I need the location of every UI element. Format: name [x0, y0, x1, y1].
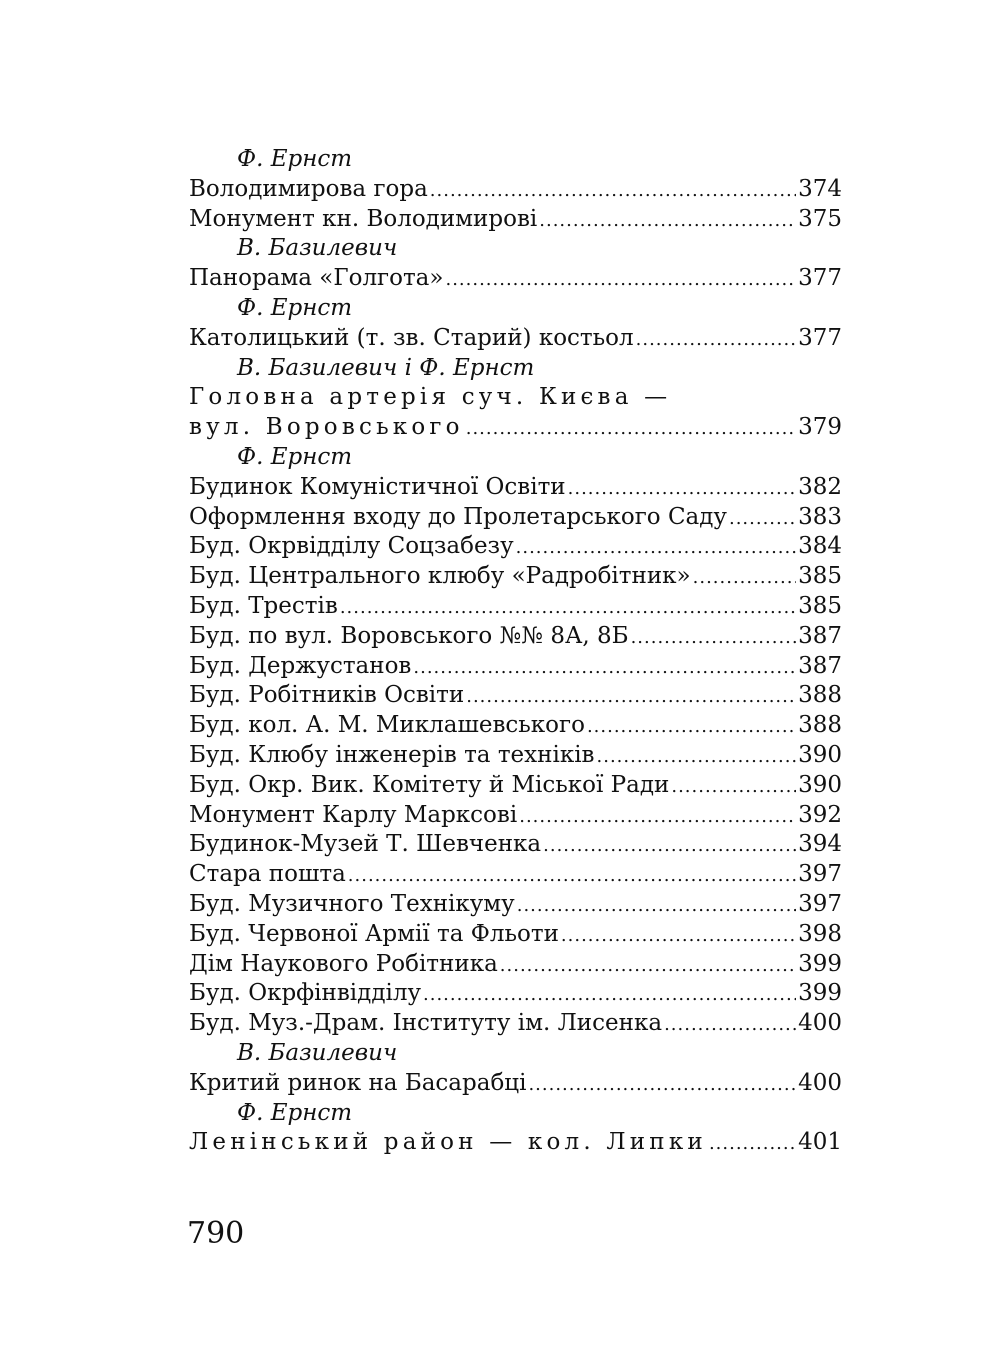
toc-entry-page: 388 [798, 712, 842, 739]
toc-entry [189, 860, 842, 890]
toc-entry-page: 399 [798, 980, 842, 1007]
toc-entry-page: 385 [798, 563, 842, 590]
toc-entry-title: Буд. Музичного Технікуму [189, 890, 515, 917]
toc-entry-page: 390 [798, 741, 842, 768]
toc-entry [189, 622, 842, 652]
toc-entry [189, 950, 842, 980]
dot-leader [445, 265, 796, 295]
toc-entry-title: Буд. Муз.-Драм. Інституту ім. Лисенка [189, 1010, 663, 1037]
dot-leader [340, 593, 796, 623]
dot-leader [693, 563, 796, 593]
toc-entry-title: Будинок Комуністичної Освіти [189, 473, 566, 500]
dot-leader [597, 742, 797, 772]
toc-entry-title: Буд. Окрфінвідділу [189, 980, 421, 1007]
toc-entry-title: Буд. Робітників Освіти [189, 682, 465, 709]
toc-entry-page: 392 [798, 801, 842, 828]
toc-entry-title: Буд. Червоної Армії та Фльоти [189, 920, 559, 947]
toc-author: В. Базилевич [237, 235, 398, 262]
toc-entry-page: 377 [798, 324, 842, 351]
toc-entry-title: Оформлення входу до Пролетарського Саду [189, 503, 727, 530]
toc-entry-page: 377 [798, 265, 842, 292]
toc-entry [189, 801, 842, 831]
toc-author: Ф. Ернст [237, 146, 353, 172]
dot-leader [543, 831, 796, 861]
toc-entry [189, 1069, 842, 1099]
toc-entry-title: Критий ринок на Басарабці [189, 1069, 527, 1096]
dot-leader [729, 504, 796, 534]
toc-entry-title: Буд. Центрального клюбу «Радробітник» [189, 563, 691, 590]
toc-entry-page: 383 [798, 503, 842, 530]
toc-entry-page: 388 [798, 682, 842, 709]
dot-leader [636, 325, 796, 355]
dot-leader [528, 1070, 796, 1100]
dot-leader [671, 772, 796, 802]
toc-entry-page: 399 [798, 950, 842, 977]
toc-entry-title: Буд. по вул. Воровського №№ 8А, 8Б [189, 622, 629, 649]
dot-leader [539, 206, 796, 236]
dot-leader [568, 474, 796, 504]
toc-entry-page: 387 [798, 622, 842, 649]
dot-leader [664, 1010, 796, 1040]
dot-leader [516, 533, 796, 563]
dot-leader [413, 653, 796, 683]
toc-entry-title: Буд. Окр. Вик. Комітету й Міської Ради [189, 771, 670, 798]
toc-entry-title: Монумент Карлу Марксові [189, 801, 518, 828]
toc-entry-page: 397 [798, 890, 842, 917]
toc-entry [189, 771, 842, 801]
toc-entry-title: вул. Воровського [189, 414, 464, 441]
dot-leader [430, 176, 796, 206]
toc-entry-page: 375 [798, 205, 842, 232]
toc-author: Ф. Ернст [237, 294, 353, 321]
dot-leader [500, 951, 796, 981]
toc-entry [189, 473, 842, 503]
toc-entry [189, 920, 842, 950]
toc-entry [189, 1009, 842, 1039]
page-number: 790 [187, 1216, 245, 1251]
toc-entry-title: Головна артерія суч. Києва — [189, 384, 672, 411]
toc-entry [189, 711, 842, 741]
toc-entry-title: Дім Наукового Робітника [189, 950, 498, 977]
dot-leader [709, 1129, 796, 1159]
toc-entry [189, 681, 842, 711]
toc-entry [189, 503, 842, 533]
toc-entry [189, 175, 842, 205]
dot-leader [466, 682, 796, 712]
toc-entry-title: Буд. Трестів [189, 592, 338, 619]
dot-leader [561, 921, 796, 951]
toc-entry-title: Панорама «Голгота» [189, 265, 444, 292]
toc-entry-page: 400 [798, 1069, 842, 1096]
toc-entry-line [189, 383, 842, 413]
toc-author: В. Базилевич [237, 1039, 398, 1066]
toc-entry-page: 397 [798, 861, 842, 888]
toc-entry-title: Католицький (т. зв. Старий) костьол [189, 324, 634, 351]
toc-entry-page: 390 [798, 771, 842, 798]
toc-entry-title: Ленінський район — кол. Липки [189, 1129, 707, 1156]
toc-entry-page: 382 [798, 473, 842, 500]
dot-leader [519, 802, 796, 832]
toc-entry [189, 830, 842, 860]
dot-leader [466, 414, 796, 444]
toc-author: Ф. Ернст [237, 443, 353, 470]
toc-entry-title: Буд. кол. А. М. Миклашевського [189, 712, 585, 739]
toc-author: В. Базилевич і Ф. Ернст [237, 354, 535, 381]
toc-entry [189, 532, 842, 562]
dot-leader [423, 980, 796, 1010]
toc-entry [189, 1128, 842, 1158]
toc-entry [189, 652, 842, 682]
toc-entry [189, 979, 842, 1009]
toc-entry-title: Буд. Держустанов [189, 652, 412, 679]
dot-leader [517, 891, 796, 921]
toc-entry [189, 264, 842, 294]
toc-entry-page: 385 [798, 592, 842, 619]
table-of-contents [189, 145, 842, 1158]
toc-entry-title: Монумент кн. Володимирові [189, 205, 538, 232]
toc-entry-page: 394 [798, 831, 842, 858]
toc-entry-title: Будинок-Музей Т. Шевченка [189, 831, 542, 858]
toc-entry-title: Буд. Окрвідділу Соцзабезу [189, 533, 514, 560]
toc-entry-page: 374 [798, 175, 842, 202]
toc-entry [189, 741, 842, 771]
toc-entry-title: Володимирова гора [189, 175, 428, 202]
toc-entry [189, 205, 842, 235]
toc-entry-page: 387 [798, 652, 842, 679]
toc-entry-title: Стара пошта [189, 861, 346, 888]
toc-entry-page: 398 [798, 920, 842, 947]
toc-entry [189, 324, 842, 354]
toc-entry-page: 384 [798, 533, 842, 560]
toc-entry [189, 592, 842, 622]
toc-entry-page: 379 [798, 414, 842, 441]
dot-leader [348, 861, 796, 891]
toc-entry-page: 401 [798, 1129, 842, 1156]
toc-entry-title: Буд. Клюбу інженерів та техніків [189, 741, 595, 768]
toc-entry-page: 400 [798, 1010, 842, 1037]
toc-entry [189, 890, 842, 920]
toc-entry [189, 413, 842, 443]
toc-entry [189, 562, 842, 592]
dot-leader [631, 623, 797, 653]
toc-author: Ф. Ернст [237, 1099, 353, 1126]
dot-leader [587, 712, 796, 742]
